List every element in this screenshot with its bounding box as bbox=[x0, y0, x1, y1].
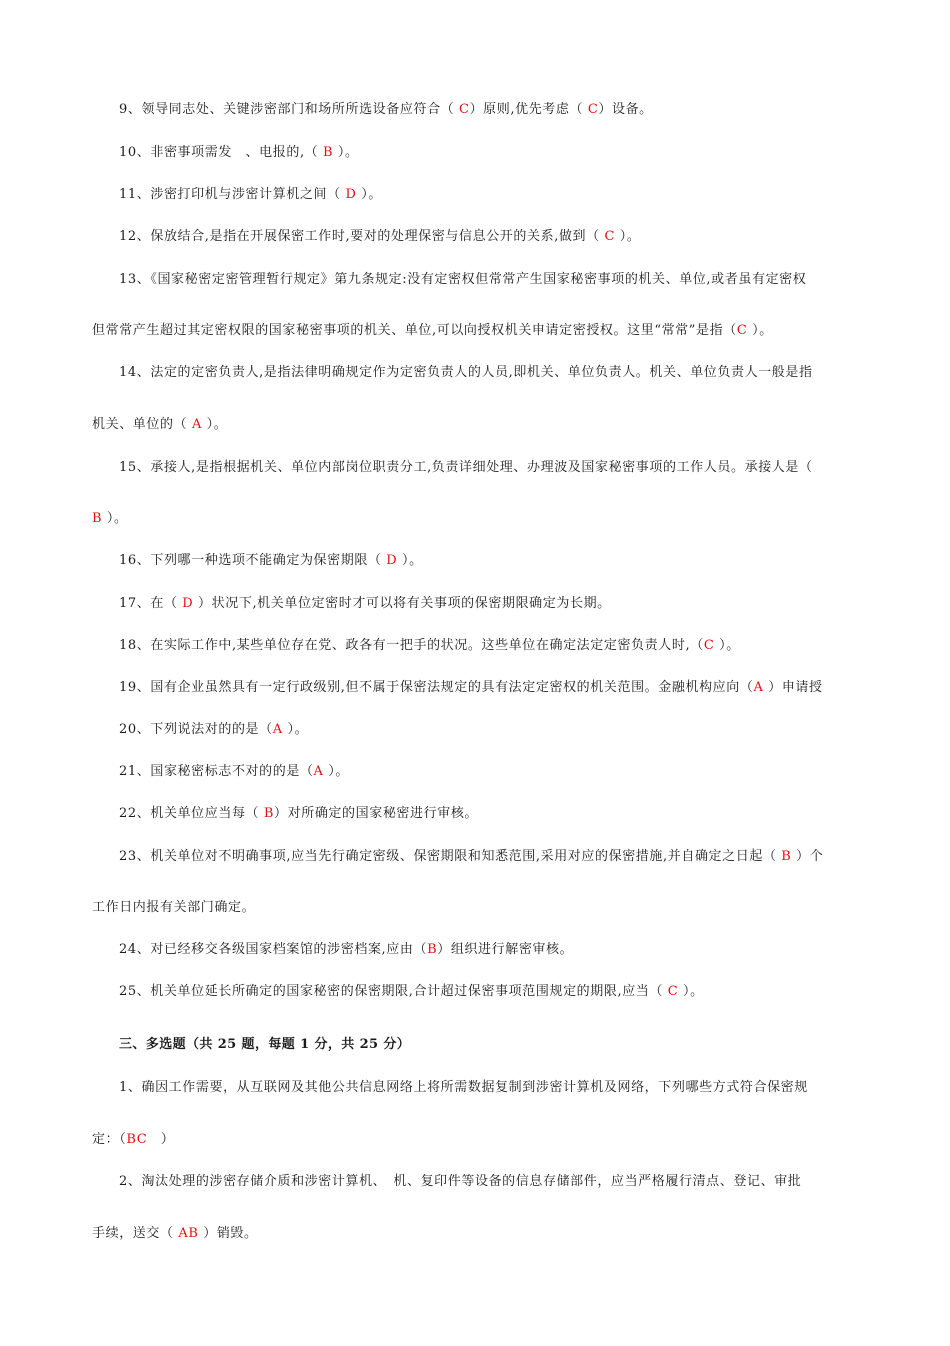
answer: B bbox=[427, 942, 438, 957]
multi-question-1-continued: 定：（BC ） bbox=[92, 1132, 175, 1147]
answer: C bbox=[459, 102, 470, 117]
answer: C bbox=[703, 638, 715, 653]
question-23-continued: 工作日内报有关部门确定。 bbox=[92, 900, 256, 915]
answer: C bbox=[604, 229, 616, 244]
answer: D bbox=[345, 187, 357, 202]
question-16: 16、下列哪一种选项不能确定为保密期限（ D ）。 bbox=[119, 553, 423, 568]
question-19: 19、国有企业虽然具有一定行政级别,但不属于保密法规定的具有法定定密权的机关范围。金融机构应向（A ）申请授 bbox=[119, 680, 823, 695]
question-25: 25、机关单位延长所确定的国家秘密的保密期限,合计超过保密事项范围规定的期限,应当（ C ）。 bbox=[119, 984, 704, 999]
question-13-continued: 但常常产生超过其定密权限的国家秘密事项的机关、单位,可以向授权机关申请定密授权。这里“常常”是指（C ）。 bbox=[92, 323, 773, 338]
question-14-continued: 机关、单位的（ A ）。 bbox=[92, 417, 228, 432]
answer: D bbox=[386, 553, 398, 568]
question-17: 17、在（ D ）状况下,机关单位定密时才可以将有关事项的保密期限确定为长期。 bbox=[119, 596, 611, 611]
answer: C bbox=[736, 323, 748, 338]
question-11: 11、涉密打印机与涉密计算机之间（ D ）。 bbox=[119, 187, 382, 202]
question-22: 22、机关单位应当每（ B）对所确定的国家秘密进行审核。 bbox=[119, 806, 479, 821]
answer: A bbox=[313, 764, 324, 779]
question-15: 15、承接人,是指根据机关、单位内部岗位职责分工,负责详细处理、办理波及国家秘密事项的工作人员。承接人是（ bbox=[119, 460, 813, 475]
section-heading-multiple-choice: 三、多选题（共 25 题，每题 1 分，共 25 分） bbox=[119, 1037, 411, 1052]
multi-question-2-continued: 手续，送交（ AB ）销毁。 bbox=[92, 1226, 258, 1241]
question-9: 9、领导同志处、关键涉密部门和场所所选设备应符合（ C）原则,优先考虑（ C）设备。 bbox=[119, 102, 653, 117]
answer: A bbox=[191, 417, 202, 432]
answer: BC bbox=[126, 1132, 148, 1147]
question-13: 13、《国家秘密定密管理暂行规定》第九条规定:没有定密权但常常产生国家秘密事项的机关、单位,或者虽有定密权 bbox=[119, 272, 807, 287]
answer: B bbox=[323, 145, 334, 160]
question-12: 12、保放结合,是指在开展保密工作时,要对的处理保密与信息公开的关系,做到（ C ）。 bbox=[119, 229, 641, 244]
question-14: 14、法定的定密负责人,是指法律明确规定作为定密负责人的人员,即机关、单位负责人。机关、单位负责人一般是指 bbox=[119, 365, 813, 380]
question-15-continued: B ）。 bbox=[92, 511, 128, 526]
answer: C bbox=[587, 102, 599, 117]
question-21: 21、国家秘密标志不对的的是（A ）。 bbox=[119, 764, 349, 779]
question-18: 18、在实际工作中,某些单位存在党、政各有一把手的状况。这些单位在确定法定定密负责人时,（C ）。 bbox=[119, 638, 740, 653]
question-24: 24、对已经移交各级国家档案馆的涉密档案,应由（B）组织进行解密审核。 bbox=[119, 942, 574, 957]
question-10: 10、非密事项需发 、电报的,（ B ）。 bbox=[119, 145, 359, 160]
answer: D bbox=[182, 596, 194, 611]
multi-question-1: 1、确因工作需要，从互联网及其他公共信息网络上将所需数据复制到涉密计算机及网络，下列哪些方式符合保密规 bbox=[119, 1080, 808, 1095]
answer: A bbox=[272, 722, 283, 737]
answer: B bbox=[263, 806, 275, 821]
answer: B bbox=[92, 511, 103, 526]
question-20: 20、下列说法对的的是（A ）。 bbox=[119, 722, 309, 737]
answer: AB bbox=[178, 1226, 199, 1241]
question-23: 23、机关单位对不明确事项,应当先行确定密级、保密期限和知悉范围,采用对应的保密措施,并自确定之日起（ B ）个 bbox=[119, 849, 824, 864]
multi-question-2: 2、淘汰处理的涉密存储介质和涉密计算机、 机、复印件等设备的信息存储部件，应当严格履行清点、登记、审批 bbox=[119, 1174, 802, 1189]
answer: A bbox=[753, 680, 764, 695]
answer: B bbox=[781, 849, 792, 864]
answer: C bbox=[667, 984, 679, 999]
